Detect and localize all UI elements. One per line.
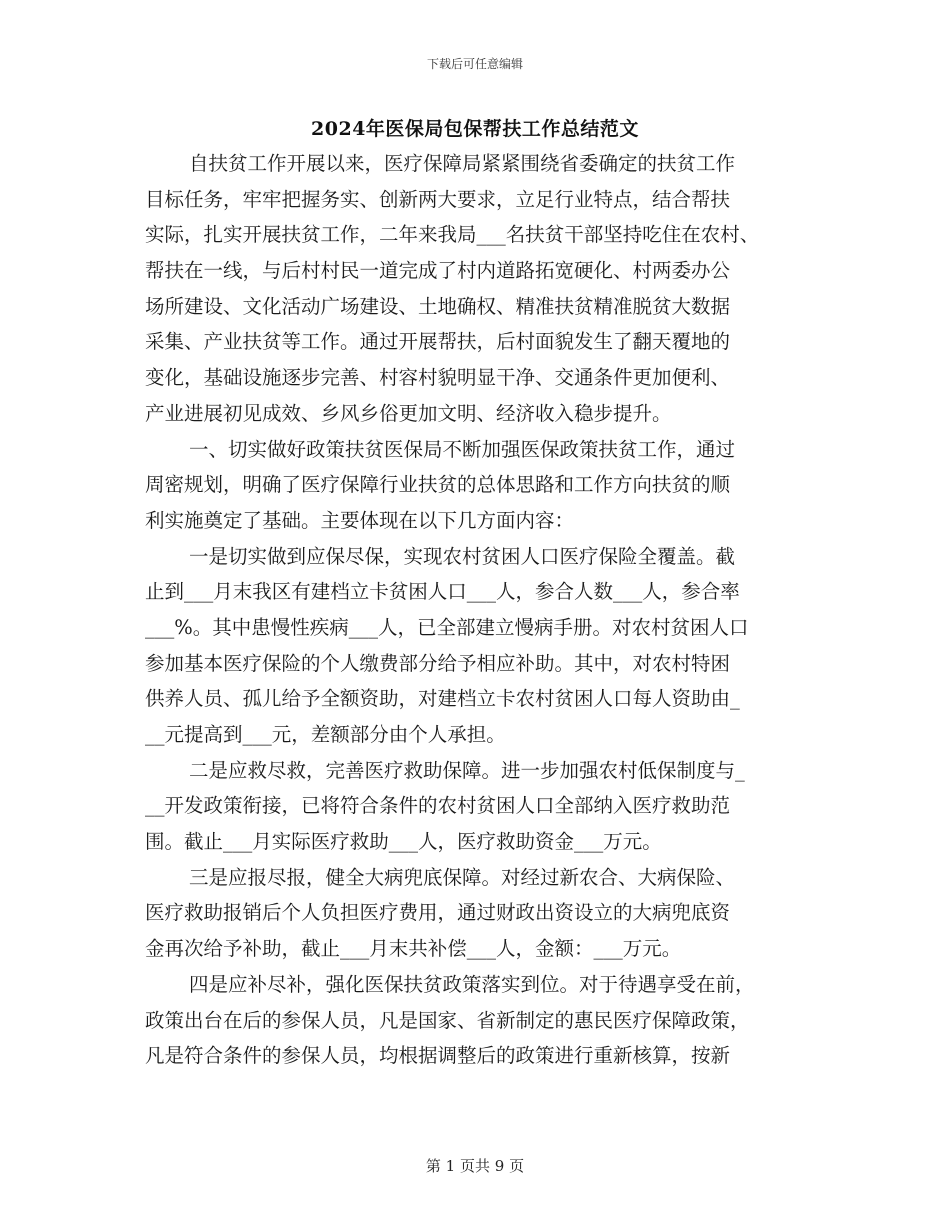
text-line: 三是应报尽报，健全大病兜底保障。对经过新农合、大病保险、	[189, 865, 736, 889]
text-line: 场所建设、文化活动广场建设、土地确权、精准扶贫精准脱贫大数据	[145, 294, 731, 318]
text-line: 一、切实做好政策扶贫医保局不断加强医保政策扶贫工作，通过	[189, 437, 736, 461]
text-line: 变化，基础设施逐步完善、村容村貌明显干净、交通条件更加便利、	[145, 366, 731, 390]
text-line: 周密规划，明确了医疗保障行业扶贫的总体思路和工作方向扶贫的顺	[145, 473, 731, 497]
text-line: 产业进展初见成效、乡风乡俗更加文明、经济收入稳步提升。	[145, 401, 672, 425]
text-line: 政策出台在后的参保人员，凡是国家、省新制定的惠民医疗保障政策，	[145, 1008, 750, 1032]
text-line: 止到___月末我区有建档立卡贫困人口___人，参合人数___人，参合率	[145, 580, 740, 604]
text-line: ___%。其中患慢性疾病___人，已全部建立慢病手册。对农村贫困人口	[145, 615, 749, 639]
text-line: 一是切实做到应保尽保，实现农村贫困人口医疗保险全覆盖。截	[189, 544, 736, 568]
text-line: 医疗救助报销后个人负担医疗费用，通过财政出资设立的大病兜底资	[145, 901, 731, 925]
text-line: 供养人员、孤儿给予全额资助，对建档立卡农村贫困人口每人资助由_	[145, 687, 740, 711]
text-line: 自扶贫工作开展以来，医疗保障局紧紧围绕省委确定的扶贫工作	[189, 152, 736, 175]
text-line: 参加基本医疗保险的个人缴费部分给予相应补助。其中，对农村特困	[145, 651, 731, 675]
document-body	[145, 146, 805, 1074]
page-number: 第 1 页共 9 页	[425, 1157, 525, 1175]
text-line: 目标任务，牢牢把握务实、创新两大要求，立足行业特点，结合帮扶	[145, 187, 731, 211]
text-line: 实际，扎实开展扶贫工作，二年来我局___名扶贫干部坚持吃住在农村、	[145, 223, 760, 247]
text-line: 帮扶在一线，与后村村民一道完成了村内道路拓宽硬化、村两委办公	[145, 259, 731, 283]
text-line: 采集、产业扶贫等工作。通过开展帮扶，后村面貌发生了翻天覆地的	[145, 330, 731, 354]
text-line: 二是应救尽救，完善医疗救助保障。进一步加强农村低保制度与_	[189, 758, 745, 782]
page-header-note: 下载后可任意编辑	[426, 57, 523, 71]
text-line: 凡是符合条件的参保人员，均根据调整后的政策进行重新核算，按新	[145, 1044, 731, 1068]
text-line: __元提高到___元，差额部分由个人承担。	[145, 723, 506, 746]
text-line: 金再次给予补助，截止___月末共补偿___人，金额：___万元。	[145, 937, 682, 961]
document-title: 2024年医保局包保帮扶工作总结范文	[311, 118, 639, 140]
text-line: 利实施奠定了基础。主要体现在以下几方面内容：	[145, 508, 575, 532]
text-line: 围。截止___月实际医疗救助___人，医疗救助资金___万元。	[145, 830, 662, 854]
text-line: __开发政策衔接，已将符合条件的农村贫困人口全部纳入医疗救助范	[145, 794, 731, 818]
text-line: 四是应补尽补，强化医保扶贫政策落实到位。对于待遇享受在前，	[189, 972, 755, 996]
